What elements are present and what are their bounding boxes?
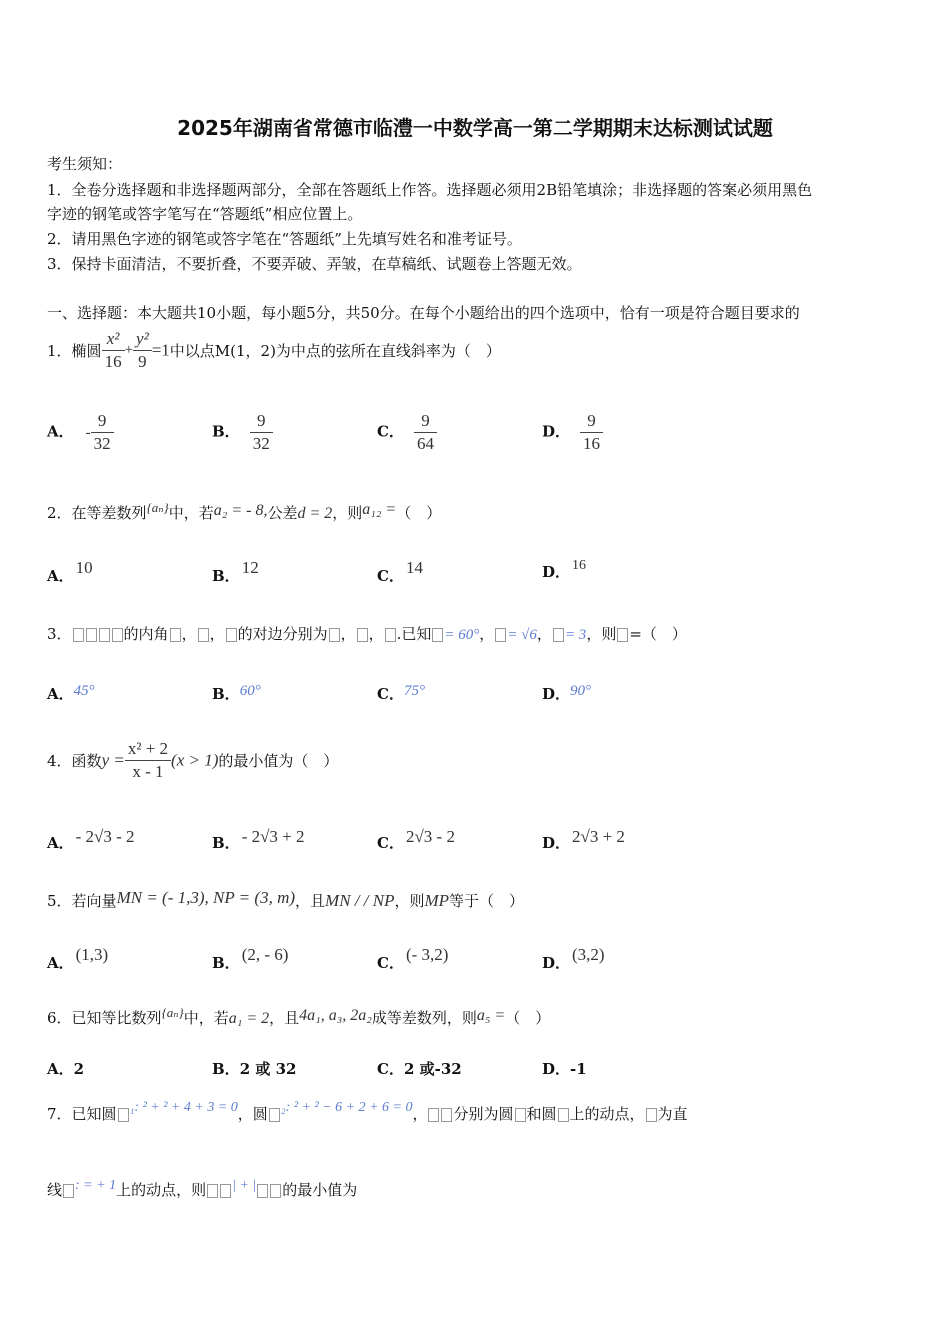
missing-glyph-icon xyxy=(270,1184,281,1198)
question-text: ，则 xyxy=(586,625,617,643)
option-value: 10 xyxy=(75,558,93,577)
question-7-line-2 xyxy=(47,1178,357,1200)
math-circle-1: ₁: ² + ² + 4 + 3 = 0 xyxy=(129,1100,238,1115)
question-number: 3． xyxy=(47,625,72,643)
fraction xyxy=(133,328,152,373)
missing-glyph-icon xyxy=(495,628,506,642)
missing-glyph-icon xyxy=(118,1108,129,1122)
missing-glyph-icon xyxy=(441,1108,452,1122)
option-a xyxy=(47,1058,84,1079)
math-target: MP xyxy=(424,891,450,910)
question-text: ，且 xyxy=(269,1009,300,1027)
denominator: 32 xyxy=(93,434,111,453)
question-4 xyxy=(47,738,338,783)
option-value: 2√3 + 2 xyxy=(572,827,625,846)
question-7 xyxy=(47,1100,688,1124)
question-text: 已知等比数列 xyxy=(71,1009,162,1027)
separator: ， xyxy=(479,625,495,643)
missing-glyph-icon xyxy=(63,1184,74,1198)
option-a xyxy=(47,558,93,586)
math-target: a₅ = xyxy=(476,1007,506,1024)
question-text: 成等差数列，则 xyxy=(371,1009,477,1027)
option-c xyxy=(377,683,425,704)
separator: ， xyxy=(536,625,552,643)
question-6 xyxy=(47,1005,550,1028)
math-sequence: {aₙ} xyxy=(146,500,169,515)
numerator: 9 xyxy=(91,410,114,433)
question-text: .已知 xyxy=(396,625,432,643)
option-d xyxy=(542,683,591,704)
question-text: 在等差数列 xyxy=(71,504,147,522)
equation-rhs: =1 xyxy=(151,340,170,360)
option-a xyxy=(47,945,108,973)
option-b xyxy=(212,1058,296,1079)
math-condition: a₁ = 2 xyxy=(228,1010,270,1027)
question-paren: （ ） xyxy=(396,504,442,522)
option-label: D． xyxy=(542,834,571,852)
missing-glyph-icon xyxy=(112,628,123,642)
option-c xyxy=(377,827,455,853)
question-text: 中以点M(1，2)为中点的弦所在直线斜率为（ ） xyxy=(169,342,501,360)
question-text: 若向量 xyxy=(71,892,117,910)
option-c xyxy=(377,945,448,973)
option-value: 2 或 32 xyxy=(239,1060,297,1078)
question-2 xyxy=(47,500,441,523)
question-text: 的最小值为（ ） xyxy=(218,752,339,770)
option-label: D． xyxy=(542,685,571,703)
option-label: B． xyxy=(212,685,240,703)
fraction xyxy=(414,410,437,455)
missing-glyph-icon xyxy=(99,628,110,642)
question-number: 7． xyxy=(47,1105,72,1123)
option-c xyxy=(377,1058,462,1079)
denominator: x - 1 xyxy=(132,762,164,781)
notice-item: 3．保持卡面清洁，不要折叠，不要弄破、弄皱，在草稿纸、试题卷上答题无效。 xyxy=(47,255,582,273)
math-line: : = + 1 xyxy=(75,1178,117,1193)
option-b xyxy=(212,827,305,853)
question-number: 4． xyxy=(47,752,72,770)
question-text: 已知圆 xyxy=(71,1105,117,1123)
page-title: 2025年湖南省常德市临澧一中数学高一第二学期期末达标测试试题 xyxy=(177,116,773,140)
separator: ， xyxy=(368,625,384,643)
option-value: 75° xyxy=(403,683,425,699)
fraction xyxy=(91,410,114,455)
question-text: 中，若 xyxy=(168,504,214,522)
question-text: 分别为圆 xyxy=(453,1105,514,1123)
question-text: 中，若 xyxy=(183,1009,229,1027)
option-b xyxy=(212,683,261,704)
notice-item: 字迹的钢笔或答字笔写在“答题纸”相应位置上。 xyxy=(47,205,363,223)
missing-glyph-icon xyxy=(226,628,237,642)
missing-glyph-icon xyxy=(170,628,181,642)
missing-glyph-icon xyxy=(558,1108,569,1122)
missing-glyph-icon xyxy=(553,628,564,642)
option-d xyxy=(542,1058,587,1079)
option-sign: - xyxy=(85,424,91,441)
missing-glyph-icon xyxy=(269,1108,280,1122)
question-text: 的最小值为 xyxy=(282,1181,358,1199)
question-text: 上的动点，则 xyxy=(116,1181,207,1199)
numerator: 9 xyxy=(414,410,437,433)
question-text: ，则 xyxy=(332,504,363,522)
option-value: 2√3 - 2 xyxy=(405,827,455,846)
option-label: C． xyxy=(377,422,404,441)
option-label: C． xyxy=(377,1060,404,1078)
option-value: (3,2) xyxy=(572,945,605,964)
question-text: =（ ） xyxy=(629,625,687,643)
notice-item: 2．请用黑色字迹的钢笔或答字笔在“答题纸”上先填写姓名和准考证号。 xyxy=(47,230,522,248)
math-target: a₁₂ = xyxy=(362,501,397,518)
question-text: 上的动点， xyxy=(569,1105,645,1123)
option-label: A． xyxy=(47,685,74,703)
question-text: 为直 xyxy=(657,1105,688,1123)
option-value: 2 xyxy=(73,1060,85,1078)
option-label: A． xyxy=(47,834,74,852)
option-b xyxy=(212,558,259,586)
question-text: 函数 xyxy=(71,752,102,770)
option-d xyxy=(542,827,625,853)
option-value: (1,3) xyxy=(75,945,109,964)
option-value: 12 xyxy=(241,558,259,577)
option-label: D． xyxy=(542,563,571,581)
question-text: 等于（ ） xyxy=(449,892,525,910)
notice-heading: 考生须知： xyxy=(47,155,123,173)
option-a xyxy=(47,827,135,853)
denominator: 32 xyxy=(252,434,270,453)
option-label: C． xyxy=(377,567,404,585)
option-label: C． xyxy=(377,685,404,703)
missing-glyph-icon xyxy=(385,628,396,642)
option-label: B． xyxy=(212,954,240,972)
option-label: A． xyxy=(47,422,74,441)
question-1 xyxy=(47,328,501,373)
fraction xyxy=(102,328,125,373)
section-heading: 一、选择题：本大题共10小题，每小题5分，共50分。在每个小题给出的四个选项中，恰有一项是符合题目要求的 xyxy=(47,304,800,322)
question-text: ，且 xyxy=(295,892,326,910)
option-label: B． xyxy=(212,834,240,852)
option-label: B． xyxy=(212,567,240,585)
question-text: 公差 xyxy=(267,504,298,522)
fraction xyxy=(125,738,171,783)
question-number: 1． xyxy=(47,342,72,360)
option-a xyxy=(47,410,114,455)
numerator: x² xyxy=(102,328,125,351)
question-text: 和圆 xyxy=(526,1105,557,1123)
option-label: A． xyxy=(47,954,74,972)
separator: ， xyxy=(181,625,197,643)
option-d xyxy=(542,945,605,973)
question-3 xyxy=(47,623,687,644)
fraction xyxy=(250,410,273,455)
numerator: y² xyxy=(133,328,152,351)
math-parallel: MN / / NP xyxy=(325,891,395,910)
option-label: C． xyxy=(377,834,404,852)
question-text: 椭圆 xyxy=(71,342,102,360)
missing-glyph-icon xyxy=(515,1108,526,1122)
question-text: 的内角 xyxy=(123,625,169,643)
option-value: 16 xyxy=(572,558,587,573)
option-value: (- 3,2) xyxy=(405,945,449,964)
math-vectors: MN = (- 1,3), NP = (3, m) xyxy=(116,888,296,907)
option-value: 90° xyxy=(570,683,592,699)
missing-glyph-icon xyxy=(86,628,97,642)
option-d xyxy=(542,410,603,455)
option-value: - 2√3 - 2 xyxy=(75,827,135,846)
missing-glyph-icon xyxy=(617,628,628,642)
option-a xyxy=(47,683,95,704)
option-b xyxy=(212,945,288,973)
math-sequence: {aₙ} xyxy=(161,1005,184,1020)
missing-glyph-icon xyxy=(257,1184,268,1198)
missing-glyph-icon xyxy=(73,628,84,642)
math-condition: a₂ = - 8, xyxy=(213,502,268,519)
option-label: A． xyxy=(47,1060,74,1078)
notice-item: 1．全卷分选择题和非选择题两部分，全部在答题纸上作答。选择题必须用2B铅笔填涂；非选择题的答案必须用黑色 xyxy=(47,181,813,199)
missing-glyph-icon xyxy=(198,628,209,642)
question-text: 的对边分别为 xyxy=(237,625,328,643)
math-terms: 4a₁, a₃, 2a₂ xyxy=(299,1007,372,1024)
option-value: 14 xyxy=(405,558,423,577)
missing-glyph-icon xyxy=(646,1108,657,1122)
option-label: D． xyxy=(542,1060,571,1078)
math-condition: = 3 xyxy=(564,627,587,643)
missing-glyph-icon xyxy=(207,1184,218,1198)
math-condition: = 60° xyxy=(444,627,480,643)
option-label: D． xyxy=(542,954,571,972)
denominator: 16 xyxy=(583,434,601,453)
missing-glyph-icon xyxy=(432,628,443,642)
question-text: ， xyxy=(412,1105,428,1123)
denominator: 9 xyxy=(138,352,147,371)
missing-glyph-icon xyxy=(329,628,340,642)
math-condition: = √6 xyxy=(507,627,537,643)
denominator: 16 xyxy=(104,352,122,371)
option-b xyxy=(212,410,273,455)
math-diff: d = 2 xyxy=(297,505,333,522)
option-value: - 2√3 + 2 xyxy=(241,827,305,846)
denominator: 64 xyxy=(416,434,434,453)
option-label: C． xyxy=(377,954,404,972)
option-value: 60° xyxy=(239,683,261,699)
math-circle-2: ₂: ² + ² − 6 + 2 + 6 = 0 xyxy=(280,1100,413,1115)
option-label: B． xyxy=(212,422,240,441)
numerator: 9 xyxy=(580,410,603,433)
separator: ， xyxy=(209,625,225,643)
question-text: ，则 xyxy=(394,892,425,910)
fraction xyxy=(580,410,603,455)
math-lhs: y = xyxy=(101,750,125,770)
option-c xyxy=(377,558,423,586)
question-text: ，圆 xyxy=(237,1105,268,1123)
option-value: (2, - 6) xyxy=(241,945,289,964)
math-domain: (x > 1) xyxy=(171,750,219,770)
numerator: 9 xyxy=(250,410,273,433)
question-text: 线 xyxy=(47,1181,63,1199)
question-number: 2． xyxy=(47,504,72,522)
plus-sign: + xyxy=(124,342,134,358)
option-value: -1 xyxy=(570,1060,587,1078)
question-number: 6． xyxy=(47,1009,72,1027)
question-paren: （ ） xyxy=(505,1009,551,1027)
option-label: D． xyxy=(542,422,571,441)
option-label: B． xyxy=(212,1060,240,1078)
missing-glyph-icon xyxy=(220,1184,231,1198)
math-expression: | + | xyxy=(232,1178,257,1193)
option-value: 45° xyxy=(73,683,95,699)
missing-glyph-icon xyxy=(357,628,368,642)
option-label: A． xyxy=(47,567,74,585)
option-c xyxy=(377,410,437,455)
question-number: 5． xyxy=(47,892,72,910)
option-value: 2 或-32 xyxy=(403,1060,462,1078)
missing-glyph-icon xyxy=(428,1108,439,1122)
question-5 xyxy=(47,888,524,911)
numerator: x² + 2 xyxy=(125,738,171,761)
separator: ， xyxy=(340,625,356,643)
option-d xyxy=(542,558,586,582)
